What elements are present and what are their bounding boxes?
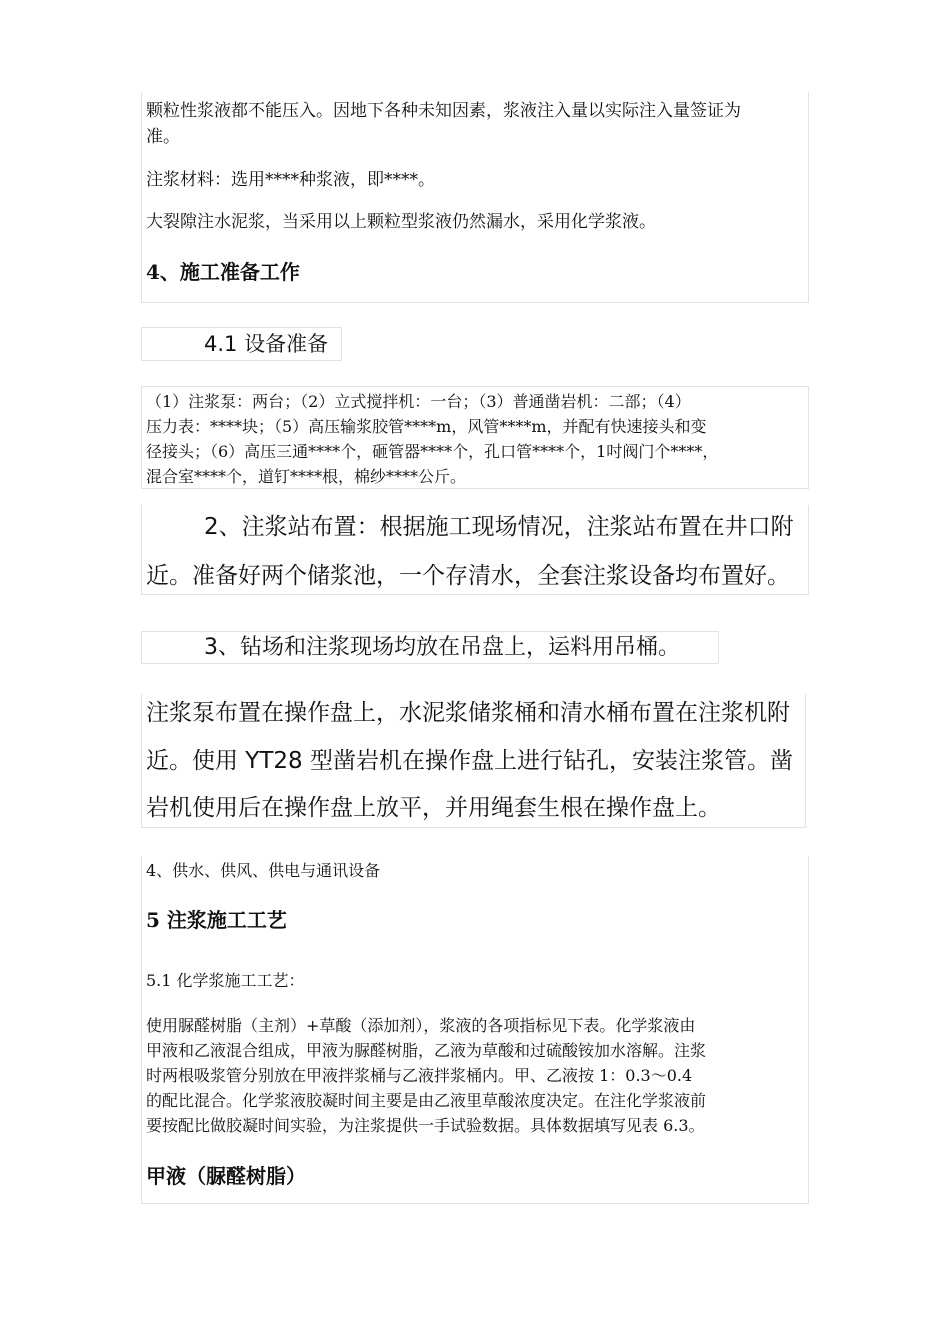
drilling-site [141,631,719,664]
drill-line-1: 3、钻场和注浆现场均放在吊盘上，运料用吊桶。 [204,635,680,660]
grouting-station-layout [141,505,809,595]
equipment-line-1: （1）注浆泵：两台；（2）立式搅拌机：一台；（3）普通凿岩机：二部；（4） [146,392,691,411]
process-line-3: 时两根吸浆管分别放在甲液拌浆桶与乙液拌浆桶内。甲、乙液按 1：0.3～0.4 [146,1066,693,1085]
equipment-line-4: 混合室****个，道钉****根，棉纱****公斤。 [146,467,467,486]
heading-construction-prep: 4、施工准备工作 [146,260,300,284]
section-4-1 [141,327,342,361]
process-line-2: 甲液和乙液混合组成，甲液为脲醛树脂，乙液为草酸和过硫酸铵加水溶解。注浆 [146,1041,707,1060]
heading-grouting-process: 5 注浆施工工艺 [146,908,287,932]
station-line-2: 近。准备好两个储浆池，一个存清水，全套注浆设备均布置好。 [146,563,790,589]
subheading-chemical-grout: 5.1 化学浆施工工艺： [146,971,305,990]
process-line-1: 使用脲醛树脂（主剂）+草酸（添加剂），浆液的各项指标见下表。化学浆液由 [146,1016,696,1035]
intro-line-2: 准。 [146,127,180,147]
grout-material: 注浆材料：选用****种浆液，即****。 [146,170,435,190]
pump-line-2: 近。使用 YT28 型凿岩机在操作盘上进行钻孔，安装注浆管。凿 [146,748,793,774]
equipment-list [141,386,809,489]
equipment-line-3: 径接头；（6）高压三通****个，砸管器****个，孔口管****个，1吋阀门个****， [146,442,719,461]
pump-layout [141,694,806,828]
section-5 [141,856,809,1204]
section-intro [141,92,809,303]
process-line-5: 要按配比做胶凝时间实验，为注浆提供一手试验数据。具体数据填写见表 6.3。 [146,1116,705,1135]
equipment-line-2: 压力表：****块；（5）高压输浆胶管****m，风管****m，并配有快速接头和变 [146,417,707,436]
intro-line-1: 颗粒性浆液都不能压入。因地下各种未知因素，浆液注入量以实际注入量签证为 [146,101,741,121]
heading-liquid-a: 甲液（脲醛树脂） [146,1164,306,1188]
crack-grouting: 大裂隙注水泥浆，当采用以上颗粒型浆液仍然漏水，采用化学浆液。 [146,212,656,232]
pump-line-3: 岩机使用后在操作盘上放平，并用绳套生根在操作盘上。 [146,795,721,821]
pump-line-1: 注浆泵布置在操作盘上，水泥浆储浆桶和清水桶布置在注浆机附 [146,700,790,726]
supply-equipment: 4、供水、供风、供电与通讯设备 [146,861,381,880]
station-line-1: 2、注浆站布置：根据施工现场情况，注浆站布置在井口附 [204,514,794,540]
heading-equipment-prep: 4.1 设备准备 [204,332,329,356]
process-line-4: 的配比混合。化学浆液胶凝时间主要是由乙液里草酸浓度决定。在注化学浆液前 [146,1091,707,1110]
